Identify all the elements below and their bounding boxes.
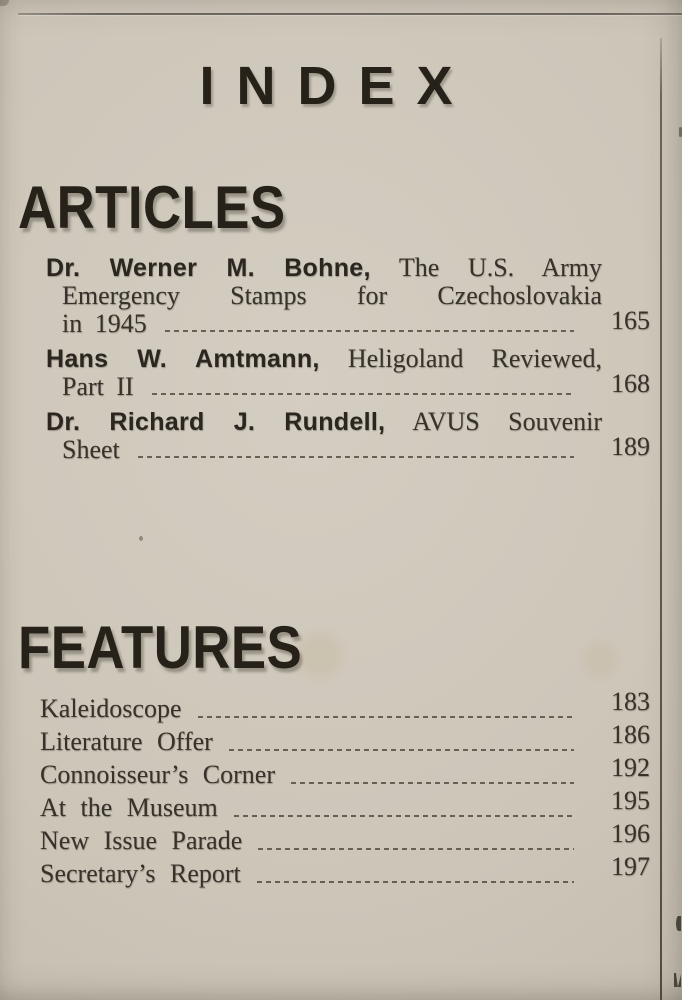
adjacent-page-glyph-fragment <box>674 973 681 987</box>
article-title-start: Heligoland Reviewed, <box>347 344 602 373</box>
articles-list <box>46 254 650 471</box>
article-title-end: in 1945 <box>62 309 147 338</box>
feature-label: At the Museum <box>40 793 218 822</box>
feature-row <box>40 852 650 890</box>
article-page-number: 168 <box>611 369 650 398</box>
feature-page-number: 186 <box>611 720 650 749</box>
article-entry <box>46 254 650 338</box>
top-horizontal-rule <box>18 13 682 15</box>
features-section-heading: FEATURES <box>18 614 303 681</box>
dotted-leader <box>198 716 574 718</box>
article-author: Dr. Richard J. Rundell, <box>46 408 386 436</box>
features-list <box>40 687 650 890</box>
article-title-end: Part II <box>62 372 134 401</box>
feature-page-number: 196 <box>611 819 650 848</box>
feature-page-number: 197 <box>611 852 650 881</box>
feature-row <box>40 720 650 758</box>
feature-row <box>40 786 650 824</box>
feature-label: New Issue Parade <box>40 826 243 855</box>
article-title-end: Sheet <box>62 435 120 464</box>
paper-speck <box>139 536 143 541</box>
dotted-leader <box>165 330 574 332</box>
article-page-number: 165 <box>611 306 650 335</box>
feature-label: Kaleidoscope <box>40 694 182 723</box>
article-first-line <box>46 254 602 282</box>
article-last-line <box>46 369 650 401</box>
dotted-leader <box>229 749 574 751</box>
article-entry <box>46 408 650 464</box>
articles-section-heading: ARTICLES <box>18 174 286 241</box>
article-last-line <box>46 432 650 464</box>
page-fold-line <box>660 38 662 1000</box>
article-first-line <box>46 345 602 373</box>
feature-row <box>40 753 650 791</box>
article-entry <box>46 345 650 401</box>
feature-label: Connoisseur’s Corner <box>40 760 276 789</box>
dotted-leader <box>258 848 574 850</box>
article-page-number: 189 <box>611 432 650 461</box>
feature-row <box>40 687 650 725</box>
dotted-leader <box>291 782 574 784</box>
page-title: INDEX <box>199 56 475 116</box>
feature-row <box>40 819 650 857</box>
article-title-start: AVUS Souvenir <box>412 407 602 436</box>
feature-page-number: 192 <box>611 753 650 782</box>
feature-page-number: 195 <box>611 786 650 815</box>
dotted-leader <box>138 456 574 458</box>
adjacent-page-glyph-fragment <box>676 916 681 931</box>
article-title-start: The U.S. Army <box>398 253 602 282</box>
feature-label: Literature Offer <box>40 727 213 756</box>
dotted-leader <box>257 881 574 883</box>
article-last-line <box>46 306 650 338</box>
article-first-line <box>46 408 602 436</box>
article-author: Dr. Werner M. Bohne, <box>46 254 371 282</box>
feature-label: Secretary’s Report <box>40 859 241 888</box>
article-author: Hans W. Amtmann, <box>46 345 320 373</box>
corner-smudge <box>0 0 9 6</box>
article-title-wrap-line: Emergency Stamps for Czechoslovakia <box>62 281 602 310</box>
feature-page-number: 183 <box>611 687 650 716</box>
dotted-leader <box>234 815 574 817</box>
dotted-leader <box>152 393 574 395</box>
